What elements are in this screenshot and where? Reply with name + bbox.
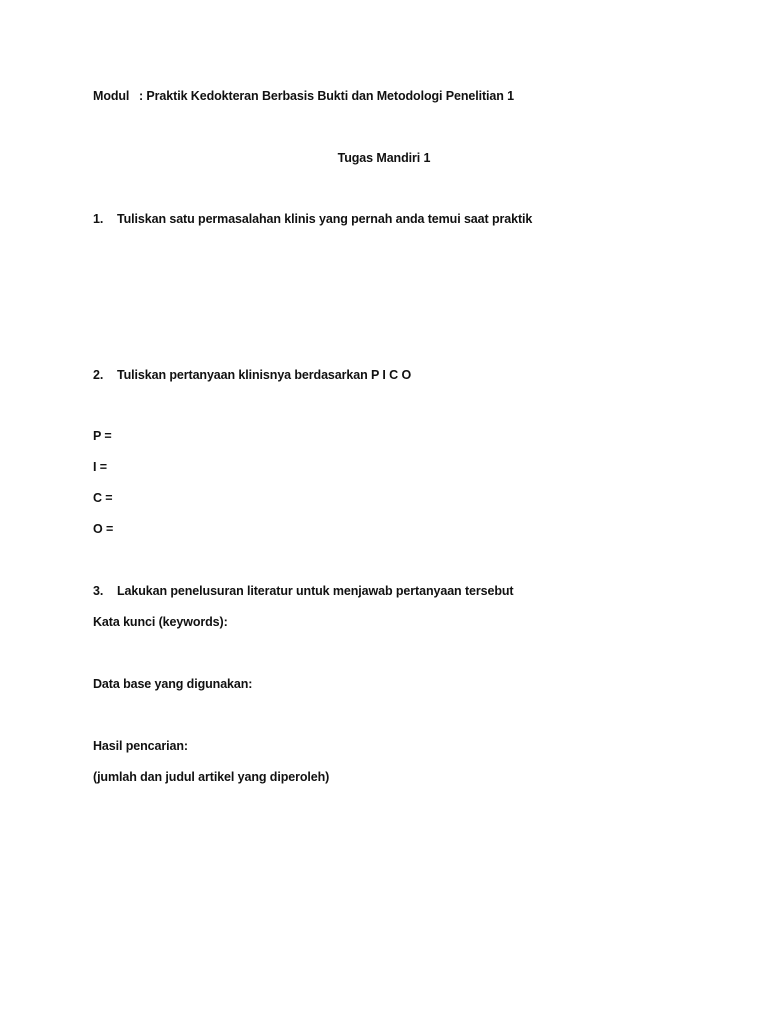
question-number: 1.: [93, 212, 104, 226]
pico-c: C =: [93, 491, 113, 505]
question-text: Tuliskan pertanyaan klinisnya berdasarkan P I C O: [117, 368, 412, 382]
question-text: Tuliskan satu permasalahan klinis yang pernah anda temui saat praktik: [117, 212, 533, 226]
question-3: [93, 583, 513, 599]
question-number: 3.: [93, 584, 104, 598]
keywords-label: Kata kunci (keywords):: [93, 615, 228, 629]
results-label: Hasil pencarian:: [93, 739, 188, 753]
pico-o: O =: [93, 522, 114, 536]
question-number: 2.: [93, 368, 104, 382]
modul-header: [93, 88, 514, 104]
pico-i: I =: [93, 460, 107, 474]
pico-p: P =: [93, 429, 112, 443]
question-text: Lakukan penelusuran literatur untuk menjawab pertanyaan tersebut: [117, 584, 514, 598]
page-title: Tugas Mandiri 1: [337, 151, 431, 165]
database-label: Data base yang digunakan:: [93, 677, 253, 691]
modul-title: : Praktik Kedokteran Berbasis Bukti dan Metodologi Penelitian 1: [139, 89, 515, 103]
results-note: (jumlah dan judul artikel yang diperoleh): [93, 770, 330, 784]
question-2: [93, 367, 411, 383]
question-1: [93, 211, 532, 227]
modul-label: Modul: [93, 89, 130, 103]
